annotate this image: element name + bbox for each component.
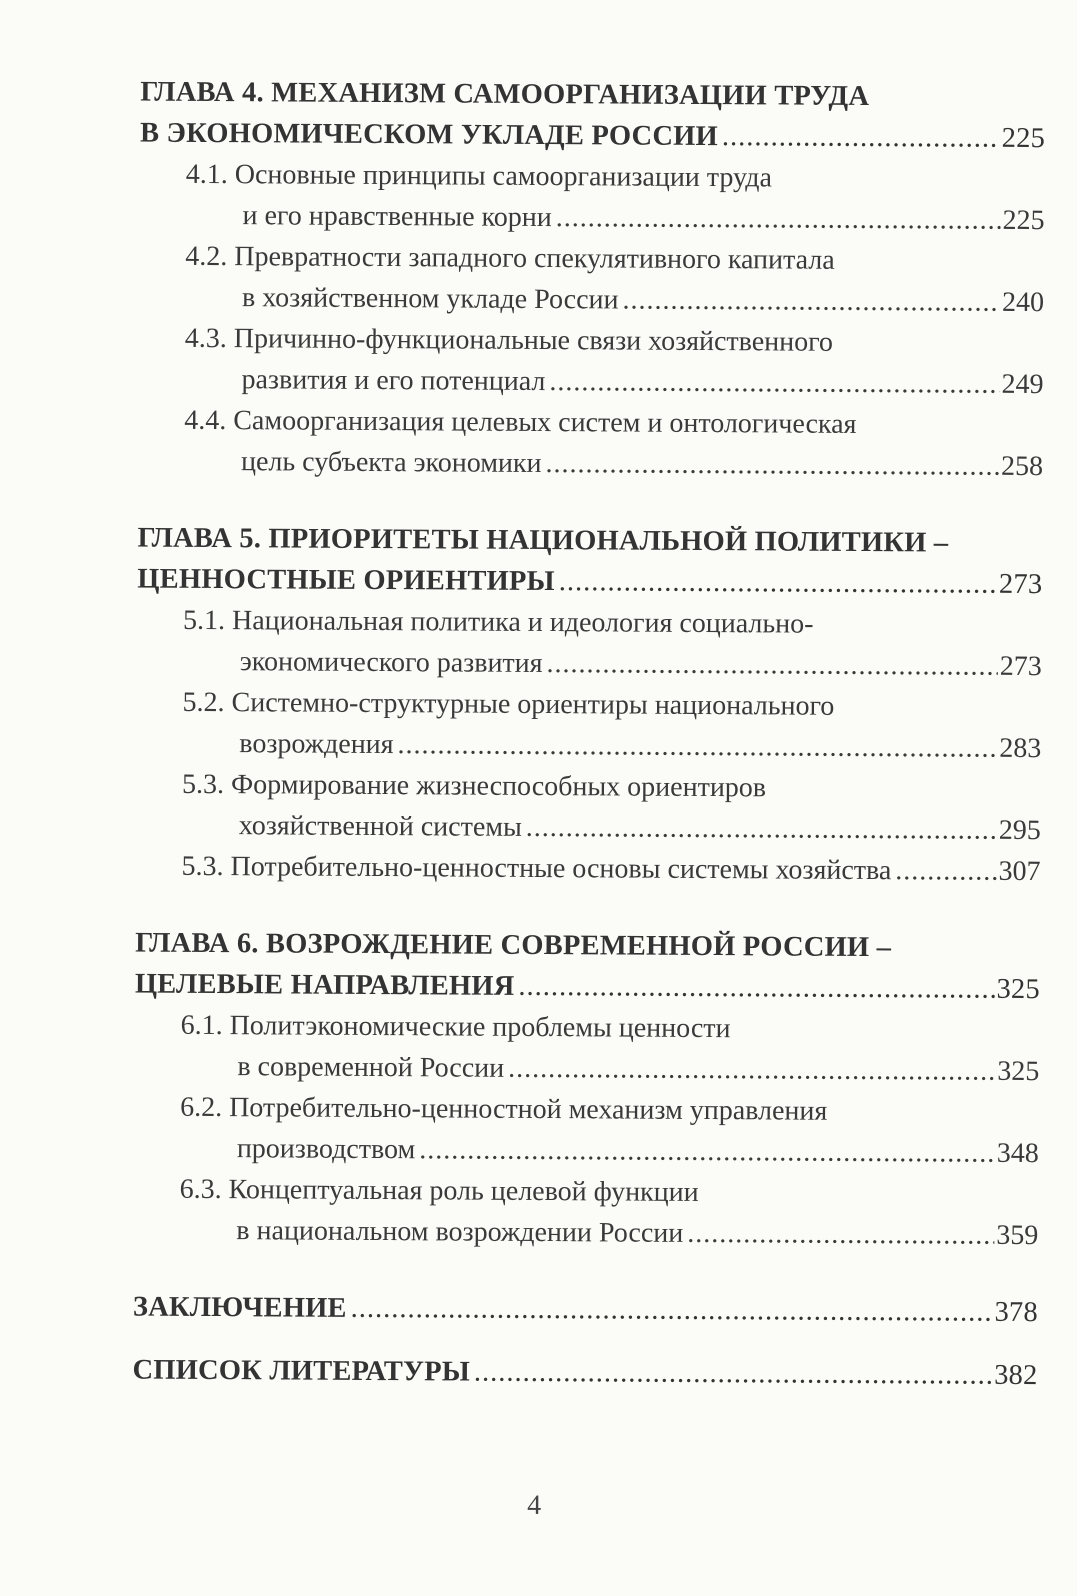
section-title-line: и его нравственные корни xyxy=(242,200,552,234)
dot-leader xyxy=(895,850,996,892)
section-5-4[interactable] xyxy=(181,846,1040,892)
table-of-contents xyxy=(132,72,1045,1397)
page-number: 273 xyxy=(998,568,1043,601)
dot-leader xyxy=(351,1288,993,1333)
dot-leader xyxy=(419,1129,995,1174)
section-title-line: в современной России xyxy=(237,1051,505,1084)
page-footer-number: 4 xyxy=(527,1489,542,1522)
chapter-6 xyxy=(133,923,1040,1257)
section-title-line: в хозяйственном укладе России xyxy=(241,282,619,316)
dot-leader xyxy=(518,966,994,1010)
chapter-4 xyxy=(138,72,1045,488)
section-title-line: 4.2. Превратности западного спекулятивного капитала xyxy=(185,240,835,276)
bibliography-label: СПИСОК ЛИТЕРАТУРЫ xyxy=(132,1354,471,1388)
section-title-line: 6.3. Концептуальная роль целевой функции xyxy=(179,1173,699,1208)
page-number: 348 xyxy=(996,1137,1039,1170)
section-title-line: 5.3. Формирование жизнеспособных ориентиров xyxy=(181,768,767,804)
conclusion-entry[interactable] xyxy=(133,1287,1038,1334)
dot-leader xyxy=(526,807,997,851)
page-number: 325 xyxy=(996,973,1040,1006)
dot-leader xyxy=(622,279,1000,322)
chapter-title-line: В ЭКОНОМИЧЕСКОМ УКЛАДЕ РОССИИ xyxy=(139,117,719,153)
chapter-title-line: ГЛАВА 5. ПРИОРИТЕТЫ НАЦИОНАЛЬНОЙ ПОЛИТИКИ – xyxy=(137,522,949,559)
section-title-line: 4.1. Основные принципы самоорганизации труда xyxy=(185,158,773,194)
section-6-2[interactable] xyxy=(180,1087,1039,1174)
dot-leader xyxy=(687,1213,994,1256)
page-number: 225 xyxy=(1002,204,1045,237)
dot-leader xyxy=(549,361,999,405)
section-4-2[interactable] xyxy=(185,236,1044,323)
section-title-line: цель субъекта экономики xyxy=(240,446,542,480)
page-number: 283 xyxy=(999,732,1042,765)
section-title-line: в национальном возрождении России xyxy=(236,1215,684,1249)
chapter-title-line: ГЛАВА 4. МЕХАНИЗМ САМООРГАНИЗАЦИИ ТРУДА xyxy=(140,76,870,112)
section-title-line: производством xyxy=(236,1133,416,1166)
section-title-line: 6.2. Потребительно-ценностной механизм управления xyxy=(180,1091,828,1127)
chapter-5 xyxy=(135,518,1042,893)
page-number: 258 xyxy=(1000,450,1044,483)
section-4-1[interactable] xyxy=(185,154,1044,241)
bibliography-entry[interactable] xyxy=(132,1350,1037,1397)
section-4-3[interactable] xyxy=(184,318,1043,405)
page-number: 240 xyxy=(1001,286,1045,319)
dot-leader xyxy=(559,561,997,605)
dot-leader xyxy=(397,724,997,769)
section-title-line: хозяйственной системы xyxy=(238,810,522,843)
section-title-line: развития и его потенциал xyxy=(241,364,546,398)
section-6-1[interactable] xyxy=(180,1005,1039,1092)
page-number: 225 xyxy=(1001,122,1046,155)
page-number: 359 xyxy=(996,1219,1039,1252)
section-title-line: экономического развития xyxy=(239,646,543,680)
page-number: 378 xyxy=(994,1296,1038,1329)
chapter-6-title[interactable] xyxy=(135,923,1040,1011)
chapter-title-line: ГЛАВА 6. ВОЗРОЖДЕНИЕ СОВРЕМЕННОЙ РОССИИ – xyxy=(135,927,892,964)
chapter-title-line: ЦЕЛЕВЫЕ НАПРАВЛЕНИЯ xyxy=(134,968,515,1002)
section-5-1[interactable] xyxy=(183,600,1042,687)
page-number: 273 xyxy=(999,650,1042,683)
section-5-2[interactable] xyxy=(182,682,1041,769)
section-5-3[interactable] xyxy=(182,764,1041,851)
chapter-5-title[interactable] xyxy=(137,518,1042,606)
section-title-line: 4.3. Причинно-функциональные связи хозяйственного xyxy=(184,322,834,358)
page-number: 307 xyxy=(998,855,1041,888)
chapter-title-line: ЦЕННОСТНЫЕ ОРИЕНТИРЫ xyxy=(137,563,555,598)
section-title-line: возрождения xyxy=(239,728,394,761)
dot-leader xyxy=(545,443,999,487)
page-number: 295 xyxy=(998,814,1041,847)
section-6-3[interactable] xyxy=(179,1169,1038,1256)
page-number: 325 xyxy=(997,1055,1040,1088)
section-title-line: 5.1. Национальная политика и идеология социально- xyxy=(182,604,814,640)
dot-leader xyxy=(556,197,1001,241)
dot-leader xyxy=(474,1352,992,1396)
dot-leader xyxy=(722,116,1000,159)
page-number: 249 xyxy=(1001,368,1044,401)
page-number: 382 xyxy=(994,1359,1038,1392)
conclusion-label: ЗАКЛЮЧЕНИЕ xyxy=(132,1291,347,1324)
section-title-line: 5.3. Потребительно-ценностные основы системы хозяйства xyxy=(181,850,892,887)
chapter-4-title[interactable] xyxy=(140,72,1045,160)
section-4-4[interactable] xyxy=(184,400,1043,487)
dot-leader xyxy=(546,643,997,687)
dot-leader xyxy=(508,1048,995,1092)
section-title-line: 4.4. Самоорганизация целевых систем и онтологическая xyxy=(184,404,857,440)
section-title-line: 5.2. Системно-структурные ориентиры национального xyxy=(182,686,835,722)
section-title-line: 6.1. Политэкономические проблемы ценности xyxy=(180,1009,731,1045)
